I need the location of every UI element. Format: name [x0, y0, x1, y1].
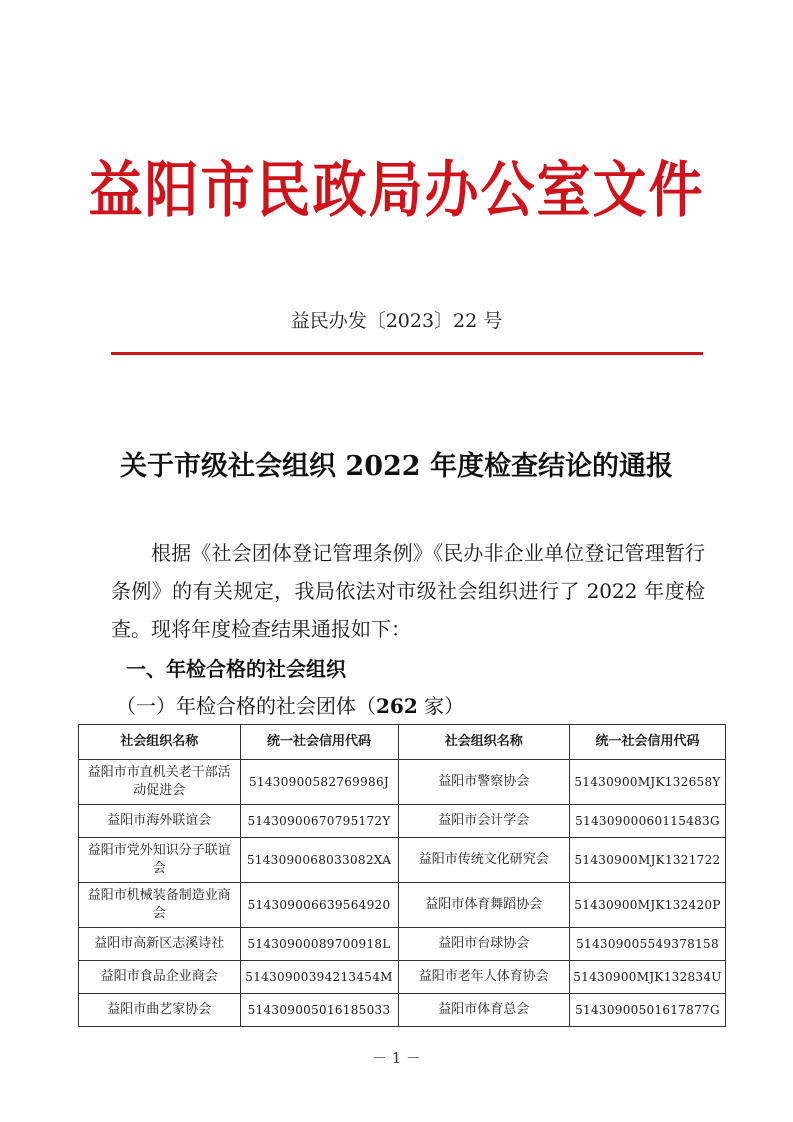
org-name-cell: 益阳市高新区志溪诗社	[79, 928, 241, 961]
document-header-title: 益阳市民政局办公室文件	[88, 153, 705, 225]
org-name-cell: 益阳市海外联谊会	[79, 805, 241, 838]
credit-code-cell: 51430900394213454M	[240, 961, 398, 994]
credit-code-cell: 51430900MJK132658Y	[569, 760, 725, 805]
table-header-row	[79, 725, 726, 760]
org-name-cell: 益阳市党外知识分子联谊会	[79, 838, 241, 883]
notice-title: 关于市级社会组织 2022 年度检查结论的通报	[120, 451, 673, 482]
column-header-credit-code: 统一社会信用代码	[569, 725, 725, 760]
credit-code-cell: 51430900089700918L	[240, 928, 398, 961]
table-row	[79, 994, 726, 1027]
org-name-cell: 益阳市台球协会	[398, 928, 569, 961]
credit-code-cell: 51430900582769986J	[240, 760, 398, 805]
notice-body-paragraph: 根据《社会团体登记管理条例》《民办非企业单位登记管理暂行条例》的有关规定，我局依法对市级社会组织进行了 2022 年度检查。现将年度检查结果通报如下：	[111, 541, 705, 641]
column-header-credit-code: 统一社会信用代码	[240, 725, 398, 760]
page-number: － 1 －	[371, 1049, 422, 1067]
credit-code-cell: 5143090068033082XA	[240, 838, 398, 883]
credit-code-cell: 51430900MJK132834U	[569, 961, 725, 994]
credit-code-cell: 51430900MJK1321722	[569, 838, 725, 883]
credit-code-cell: 51430900060115483G	[569, 805, 725, 838]
column-header-org-name: 社会组织名称	[398, 725, 569, 760]
org-name-cell: 益阳市曲艺家协会	[79, 994, 241, 1027]
org-name-cell: 益阳市市直机关老干部活动促进会	[79, 760, 241, 805]
org-name-cell: 益阳市体育总会	[398, 994, 569, 1027]
credit-code-cell: 514309005016185033	[240, 994, 398, 1027]
org-name-cell: 益阳市机械装备制造业商会	[79, 883, 241, 928]
credit-code-cell: 51430900MJK132420P	[569, 883, 725, 928]
table-row	[79, 928, 726, 961]
org-name-cell: 益阳市传统文化研究会	[398, 838, 569, 883]
credit-code-cell: 514309006639564920	[240, 883, 398, 928]
column-header-org-name: 社会组织名称	[79, 725, 241, 760]
table-row	[79, 961, 726, 994]
section-heading-qualified: 一、年检合格的社会组织	[126, 657, 346, 681]
subsection-count: 262	[376, 694, 418, 718]
org-name-cell: 益阳市警察协会	[398, 760, 569, 805]
table-row	[79, 760, 726, 805]
org-name-cell: 益阳市会计学会	[398, 805, 569, 838]
credit-code-cell: 514309005549378158	[569, 928, 725, 961]
org-name-cell: 益阳市食品企业商会	[79, 961, 241, 994]
subsection-prefix: （一）年检合格的社会团体（	[116, 694, 376, 718]
subsection-heading-social-groups	[116, 690, 464, 719]
credit-code-cell: 51430900501617877G	[569, 994, 725, 1027]
document-number: 益民办发〔2023〕22 号	[290, 310, 503, 332]
organizations-table	[78, 724, 726, 1027]
red-divider	[111, 352, 703, 355]
subsection-suffix: 家）	[417, 694, 465, 718]
org-name-cell: 益阳市体育舞蹈协会	[398, 883, 569, 928]
credit-code-cell: 51430900670795172Y	[240, 805, 398, 838]
org-name-cell: 益阳市老年人体育协会	[398, 961, 569, 994]
table-row	[79, 838, 726, 883]
table-row	[79, 883, 726, 928]
table-row	[79, 805, 726, 838]
